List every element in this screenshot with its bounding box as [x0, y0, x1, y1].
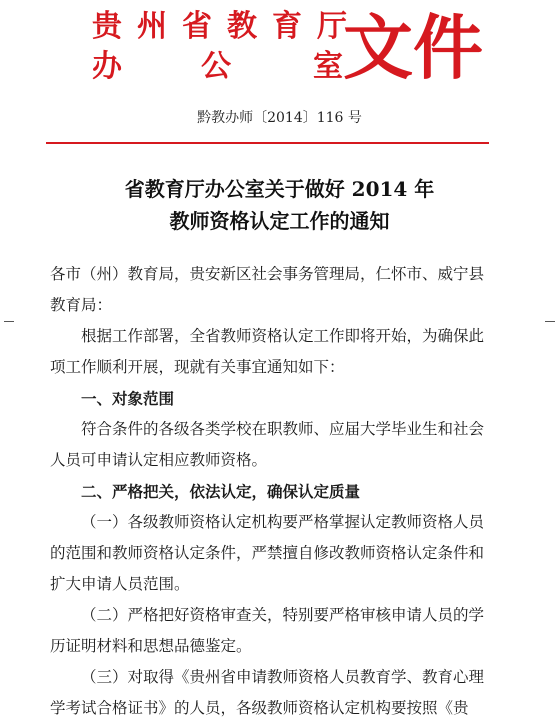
addressee: 各市（州）教育局，贵安新区社会事务管理局，仁怀市、威宁县教育局：	[50, 265, 485, 314]
intro-paragraph: 根据工作部署，全省教师资格认定工作即将开始，为确保此项工作顺利开展，现就有关事宜通知如下：	[50, 327, 485, 376]
section-2-heading: 二、严格把关，依法认定，确保认定质量	[81, 482, 361, 501]
item-2: （二）严格把好资格审查关，特别要严格审核申请人员的学历证明材料和思想品德鉴定。	[50, 606, 485, 655]
document-title-line2: 教师资格认定工作的通知	[169, 209, 390, 233]
crop-mark-left	[4, 321, 14, 322]
item-3: （三）对取得《贵州省申请教师资格人员教育学、教育心理学考试合格证书》的人员，各级教师资格认定机构要按照《贵	[50, 668, 485, 717]
issuer-name-line1: 贵州省教育厅	[92, 9, 362, 44]
document-number: 黔教办师〔2014〕116 号	[197, 110, 362, 126]
section-1-text: 符合条件的各级各类学校在职教师、应届大学毕业生和社会人员可申请认定相应教师资格。	[50, 420, 485, 469]
document-title-line1: 省教育厅办公室关于做好 2014 年	[124, 177, 435, 201]
section-1-heading: 一、对象范围	[81, 389, 175, 408]
header-divider	[46, 142, 489, 144]
issuer-char-3: 室	[313, 49, 343, 84]
document-type-label: 文件	[343, 6, 483, 89]
item-1: （一）各级教师资格认定机构要严格掌握认定教师资格人员的范围和教师资格认定条件，严禁擅自修改教师资格认定条件和扩大申请人员范围。	[50, 513, 485, 593]
issuer-char-2: 公	[201, 49, 231, 84]
issuer-char-1: 办	[92, 49, 122, 84]
crop-mark-right	[545, 321, 555, 322]
